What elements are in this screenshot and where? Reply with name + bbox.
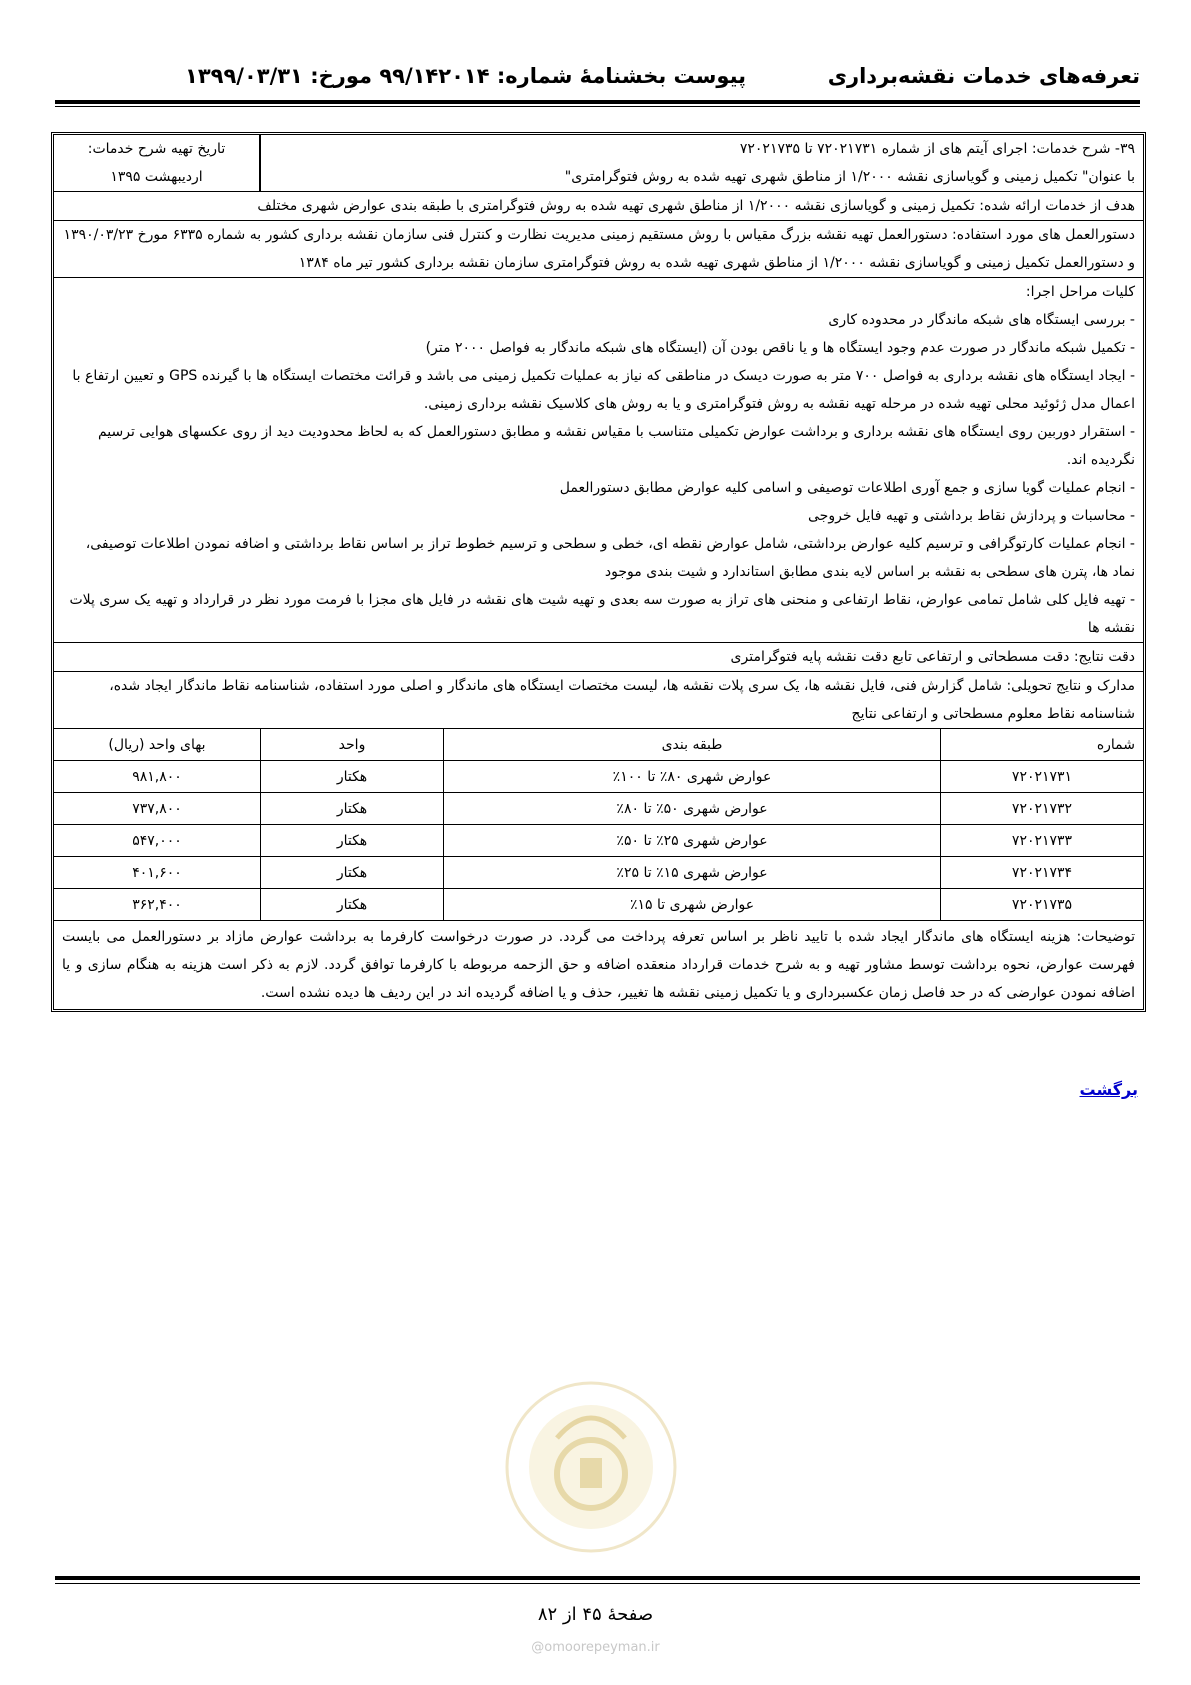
deliverables-section: مدارک و نتایج تحویلی: شامل گزارش فنی، فایل نقشه ها، یک سری پلات نقشه ها، لیست مختصات ایستگاه های ماندگار و اصلی مورد استفاده، شناسنامه نقاط ماندگار ایجاد شده، شناسنامه نقاط معلوم مسطحاتی و ارتفاعی نتایج	[109, 678, 1135, 722]
page-number: صفحهٔ ۴۵ از ۸۲	[537, 1604, 654, 1625]
step-item: - ایجاد ایستگاه های نقشه برداری به فواصل ۷۰۰ متر به صورت دیسک در مناطقی که نیاز به عملیات تکمیل زمینی می باشد و قرائت مختصات ایستگاه ها با گیرنده GPS و تعیین ارتفاع با اعمال مدل ژئوئید محلی تهیه شده در مرحله تهیه نقشه به روش فتوگرامتری و یا به روش های کلاسیک نقشه برداری زمینی.	[72, 368, 1135, 412]
row-price: ۴۰۱,۶۰۰	[54, 857, 261, 889]
steps-section	[54, 278, 1143, 643]
step-item: - بررسی ایستگاه های شبکه ماندگار در محدوده کاری	[828, 312, 1135, 328]
goal-section: هدف از خدمات ارائه شده: تکمیل زمینی و گویاسازی نقشه ۱/۲۰۰۰ از مناطق شهری تهیه شده به روش فتوگرامتری با طبقه بندی عوارض شهری مختلف	[54, 192, 1143, 221]
step-item: - تکمیل شبکه ماندگار در صورت عدم وجود ایستگاه ها و یا ناقص بودن آن (ایستگاه های شبکه ماندگار به فواصل ۲۰۰۰ متر)	[425, 340, 1135, 356]
header-rule-thick	[55, 100, 1140, 104]
row-number: ۷۲۰۲۱۷۳۱	[941, 761, 1144, 793]
service-sheet	[51, 132, 1146, 1012]
header-number: شماره	[941, 729, 1144, 761]
row-number: ۷۲۰۲۱۷۳۲	[941, 793, 1144, 825]
row-number: ۷۲۰۲۱۷۳۳	[941, 825, 1144, 857]
site-watermark: @omoorepeyman.ir	[531, 1640, 660, 1655]
step-item: - محاسبات و پردازش نقاط برداشتی و تهیه فایل خروجی	[808, 508, 1135, 524]
table-row	[54, 825, 1143, 857]
service-line-2: با عنوان" تکمیل زمینی و گویاسازی نقشه ۱/۲۰۰۰ از مناطق شهری تهیه شده به روش فتوگرامتری"	[564, 169, 1135, 185]
table-row	[54, 889, 1143, 921]
row-unit: هکتار	[261, 793, 444, 825]
document-title: تعرفه‌های خدمات نقشه‌برداری	[827, 64, 1140, 88]
row-number: ۷۲۰۲۱۷۳۴	[941, 857, 1144, 889]
page-header	[55, 60, 1140, 96]
row-number: ۷۲۰۲۱۷۳۵	[941, 889, 1144, 921]
service-row	[54, 135, 1143, 192]
back-link[interactable]: برگشت	[1079, 1080, 1138, 1099]
footer-rule-thin	[55, 1583, 1140, 1584]
steps-heading: کلیات مراحل اجرا:	[1025, 284, 1135, 300]
instructions-section: دستورالعمل های مورد استفاده: دستورالعمل تهیه نقشه بزرگ مقیاس با روش مستقیم زمینی مدیریت نظارت و کنترل فنی سازمان نقشه برداری کشور به شماره ۶۳۳۵ مورخ ۱۳۹۰/۰۳/۲۳ و دستورالعمل تکمیل زمینی و گویاسازی نقشه ۱/۲۰۰۰ از مناطق شهری تهیه شده به روش فتوگرامتری سازمان نقشه برداری کشور تیر ماه ۱۳۸۴	[54, 221, 1143, 278]
seal-watermark-icon	[502, 1378, 680, 1556]
row-classification: عوارض شهری تا ۱۵٪	[444, 889, 941, 921]
service-description	[259, 135, 1143, 191]
row-unit: هکتار	[261, 761, 444, 793]
circular-reference: پیوست بخشنامهٔ شماره: ۹۹/۱۴۲۰۱۴ مورخ: ۱۳۹۹/۰۳/۳۱	[185, 64, 747, 88]
header-unit: واحد	[261, 729, 444, 761]
footer-rule-thick	[55, 1576, 1140, 1580]
row-unit: هکتار	[261, 857, 444, 889]
row-price: ۵۴۷,۰۰۰	[54, 825, 261, 857]
step-item: - انجام عملیات کارتوگرافی و ترسیم کلیه عوارض برداشتی، شامل عوارض نقطه ای، خطی و سطحی و ترسیم خطوط تراز بر اساس نقاط برداشتی و اضافه نمودن اطلاعات توصیفی، نماد ها، پترن های سطحی به نقشه بر اساس لایه بندی مطابق استاندارد و شیت بندی موجود	[85, 536, 1135, 580]
header-price: بهای واحد (ریال)	[54, 729, 261, 761]
step-item: - تهیه فایل کلی شامل تمامی عوارض، نقاط ارتفاعی و منحنی های تراز به صورت سه بعدی و تهیه شیت های نقشه در فایل های مجزا با فرمت مورد نظر در قرارداد و تهیه یک سری پلات نقشه ها	[69, 592, 1135, 636]
header-rule-thin	[55, 106, 1140, 107]
row-price: ۹۸۱,۸۰۰	[54, 761, 261, 793]
service-date	[54, 135, 259, 191]
accuracy-section: دقت نتایج: دقت مسطحاتی و ارتفاعی تابع دقت نقشه پایه فتوگرامتری	[54, 643, 1143, 672]
date-label: تاریخ تهیه شرح خدمات:	[87, 141, 226, 157]
price-table	[54, 728, 1143, 921]
service-line-1: ۳۹- شرح خدمات: اجرای آیتم های از شماره ۷۲۰۲۱۷۳۱ تا ۷۲۰۲۱۷۳۵	[739, 141, 1135, 157]
header-classification: طبقه بندی	[444, 729, 941, 761]
step-item: - انجام عملیات گویا سازی و جمع آوری اطلاعات توصیفی و اسامی کلیه عوارض مطابق دستورالعمل	[559, 480, 1135, 496]
notes-section: توضیحات: هزینه ایستگاه های ماندگار ایجاد شده با تایید ناظر بر اساس تعرفه پرداخت می گردد. در صورت درخواست کارفرما به برداشت عوارض مازاد بر دستورالعمل می بایست فهرست عوارض، نحوه برداشت توسط مشاور تهیه و به شرح خدمات قرارداد منعقده اضافه و حق الزحمه مربوطه با کارفرما توافق گردد. لازم به ذکر است هزینه به هنگام سازی و یا اضافه نمودن عوارضی که در حد فاصل زمان عکسبرداری و یا تکمیل زمینی نقشه ها تغییر، حذف و یا اضافه گردیده اند در این ردیف ها دیده نشده است.	[62, 929, 1135, 1001]
row-classification: عوارض شهری ۲۵٪ تا ۵۰٪	[444, 825, 941, 857]
table-row	[54, 793, 1143, 825]
date-value: اردیبهشت ۱۳۹۵	[110, 169, 203, 185]
table-row	[54, 857, 1143, 889]
step-item: - استقرار دوربین روی ایستگاه های نقشه برداری و برداشت عوارض تکمیلی متناسب با مقیاس نقشه و مطابق دستورالعمل که به لحاظ محدودیت دید از روی عکسهای هوایی ترسیم نگردیده اند.	[97, 424, 1135, 468]
row-price: ۷۳۷,۸۰۰	[54, 793, 261, 825]
row-classification: عوارض شهری ۱۵٪ تا ۲۵٪	[444, 857, 941, 889]
row-unit: هکتار	[261, 889, 444, 921]
row-classification: عوارض شهری ۸۰٪ تا ۱۰۰٪	[444, 761, 941, 793]
row-unit: هکتار	[261, 825, 444, 857]
table-header-row	[54, 729, 1143, 761]
table-row	[54, 761, 1143, 793]
row-classification: عوارض شهری ۵۰٪ تا ۸۰٪	[444, 793, 941, 825]
row-price: ۳۶۲,۴۰۰	[54, 889, 261, 921]
